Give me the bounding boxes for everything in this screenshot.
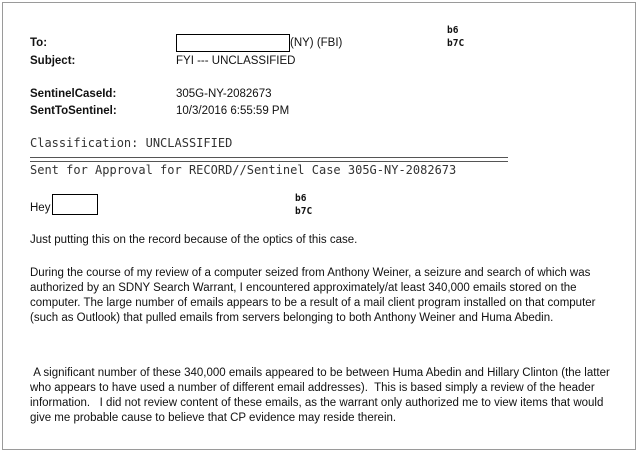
subject-label: Subject: xyxy=(30,55,76,67)
paragraph-emails: A significant number of these 340,000 emails appeared to be between Huma Abedin and Hillary Clinton (the latter who appears to have used a number of different email addresses). This is based simply a review of the header information. I did not review content of these emails, as the warrant only authorized me to view items that would give me probable cause to believe that CP evidence may reside therein. xyxy=(30,367,614,424)
exemption-b6-mid: b6 xyxy=(295,193,307,204)
paragraph-review: During the course of my review of a computer seized from Anthony Weiner, a seizure and search of which was authorized by an SDNY Search Warrant, I encountered approximately/at least 340,000 emails stored on the computer. The large number of emails appears to be a result of a mail client program installed on that computer (such as Outlook) that pulled emails from servers belonging to both Anthony Weiner and Huma Abedin. xyxy=(30,267,596,324)
subject-value: FYI --- UNCLASSIFIED xyxy=(176,55,296,67)
exemption-b6-top: b6 xyxy=(447,25,459,36)
to-label: To: xyxy=(30,37,48,49)
sent-to-sentinel-label: SentToSentinel: xyxy=(30,105,117,117)
separator-line xyxy=(30,157,508,162)
paragraph-optics: Just putting this on the record because of the optics of this case. xyxy=(30,234,358,246)
greeting: Hey xyxy=(30,202,51,214)
sent-to-sentinel-value: 10/3/2016 6:55:59 PM xyxy=(176,105,290,117)
document-page xyxy=(2,2,636,450)
classification-line: Classification: UNCLASSIFIED xyxy=(30,136,233,150)
sentinel-case-id-value: 305G-NY-2082673 xyxy=(176,88,272,100)
redaction-box-name xyxy=(52,194,98,215)
to-value: (NY) (FBI) xyxy=(290,37,343,49)
exemption-b7c-top: b7C xyxy=(447,38,465,49)
approval-line: Sent for Approval for RECORD//Sentinel Case 305G-NY-2082673 xyxy=(30,163,457,177)
sentinel-case-id-label: SentinelCaseId: xyxy=(30,88,117,100)
redaction-box-to xyxy=(176,34,290,52)
exemption-b7c-mid: b7C xyxy=(295,206,313,217)
